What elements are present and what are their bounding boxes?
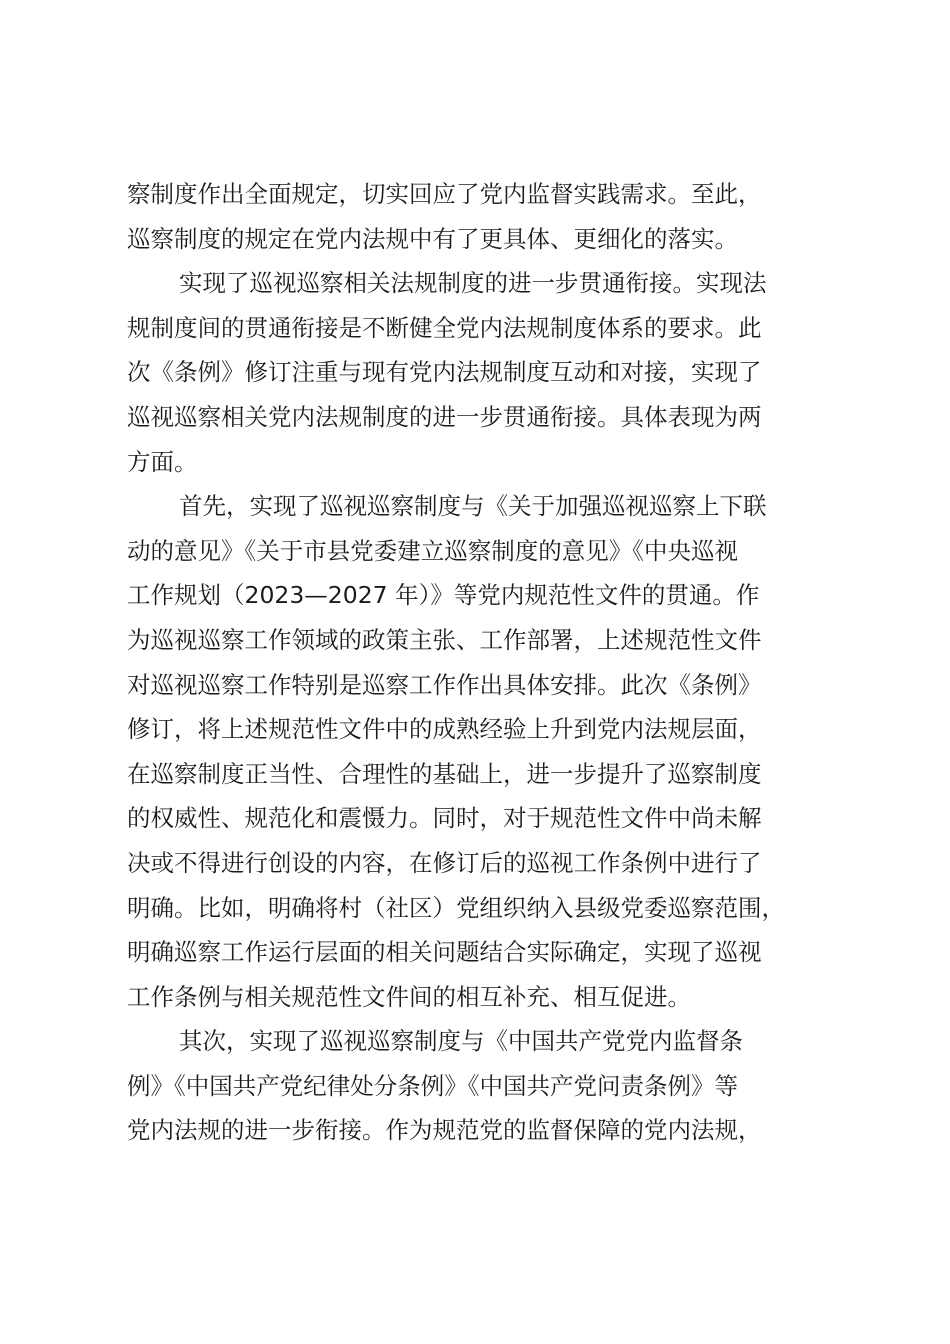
text-line: 工作规划（2023—2027 年）》等党内规范性文件的贯通。作 <box>127 581 760 610</box>
text-line: 次《条例》修订注重与现有党内法规制度互动和对接，实现了 <box>127 358 762 387</box>
text-line: 决或不得进行创设的内容，在修订后的巡视工作条例中进行了 <box>127 848 762 877</box>
text-line: 工作条例与相关规范性文件间的相互补充、相互促进。 <box>127 982 691 1011</box>
text-line: 例》《中国共产党纪律处分条例》《中国共产党问责条例》等 <box>127 1071 738 1100</box>
text-line: 党内法规的进一步衔接。作为规范党的监督保障的党内法规， <box>127 1116 762 1145</box>
paragraph-first-line: 其次，实现了巡视巡察制度与《中国共产党党内监督条 <box>179 1027 743 1056</box>
paragraph-first-line: 首先，实现了巡视巡察制度与《关于加强巡视巡察上下联 <box>179 492 767 521</box>
text-line: 修订，将上述规范性文件中的成熟经验上升到党内法规层面， <box>127 715 762 744</box>
text-line: 察制度作出全面规定，切实回应了党内监督实践需求。至此， <box>127 180 762 208</box>
document-body <box>127 172 827 1153</box>
text-line: 明确。比如，明确将村（社区）党组织纳入县级党委巡察范围， <box>127 893 785 922</box>
paragraph-first-line: 实现了巡视巡察相关法规制度的进一步贯通衔接。实现法 <box>179 269 767 298</box>
text-line: 的权威性、规范化和震慑力。同时，对于规范性文件中尚未解 <box>127 804 762 833</box>
text-line: 对巡视巡察工作特别是巡察工作作出具体安排。此次《条例》 <box>127 670 762 699</box>
text-line: 巡视巡察相关党内法规制度的进一步贯通衔接。具体表现为两 <box>127 402 762 431</box>
text-line: 方面。 <box>127 447 198 476</box>
text-line: 在巡察制度正当性、合理性的基础上，进一步提升了巡察制度 <box>127 759 762 788</box>
text-line: 规制度间的贯通衔接是不断健全党内法规制度体系的要求。此 <box>127 313 762 342</box>
text-line: 为巡视巡察工作领域的政策主张、工作部署，上述规范性文件 <box>127 625 762 654</box>
text-line: 动的意见》《关于市县党委建立巡察制度的意见》《中央巡视 <box>127 536 738 565</box>
text-line: 巡察制度的规定在党内法规中有了更具体、更细化的落实。 <box>127 224 738 253</box>
text-line: 明确巡察工作运行层面的相关问题结合实际确定，实现了巡视 <box>127 938 762 967</box>
